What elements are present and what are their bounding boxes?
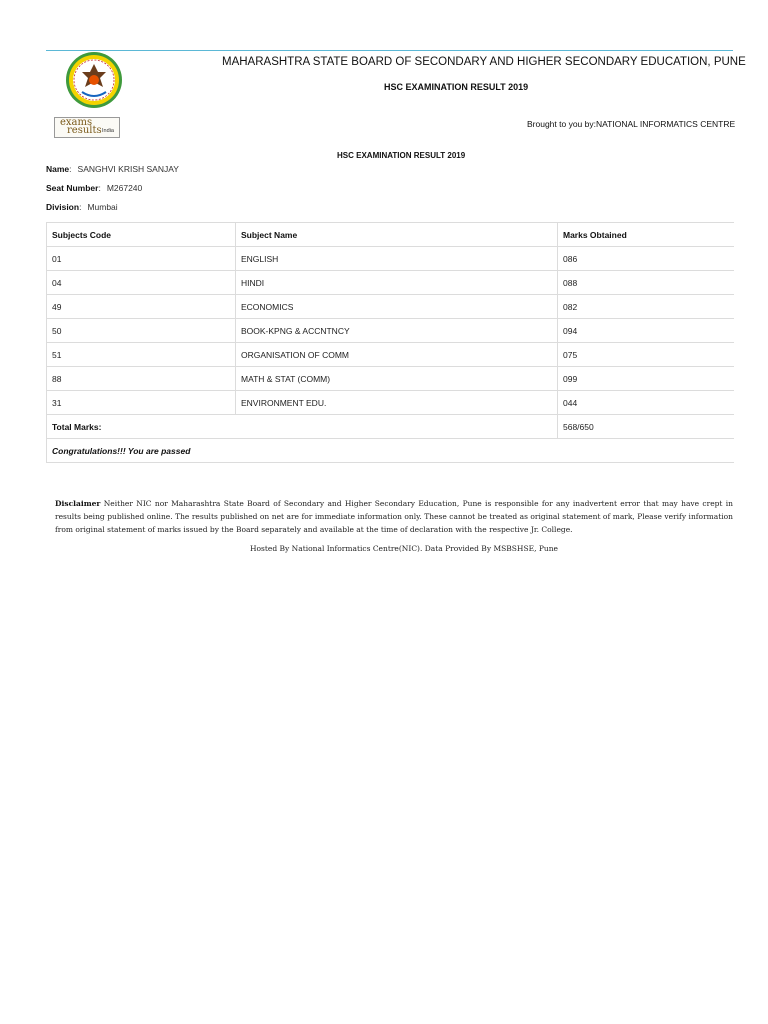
subject-name: MATH & STAT (COMM) [236, 367, 558, 391]
table-row [47, 343, 735, 367]
subject-code: 49 [47, 295, 236, 319]
header-marks: Marks Obtained [558, 223, 735, 247]
header-divider [46, 50, 733, 51]
hosted-by-text: Hosted By National Informatics Centre(NIC). Data Provided By MSBSHSE, Pune [250, 544, 558, 553]
exams-results-logo[interactable] [54, 117, 120, 138]
subject-name: ENGLISH [236, 247, 558, 271]
subject-name: ORGANISATION OF COMM [236, 343, 558, 367]
name-value: SANGHVI KRISH SANJAY [77, 164, 179, 174]
subject-name: ECONOMICS [236, 295, 558, 319]
result-subtitle: HSC EXAMINATION RESULT 2019 [337, 151, 466, 160]
table-row [47, 391, 735, 415]
disclaimer [55, 497, 733, 537]
logo-word-exams: exams [60, 117, 93, 128]
subject-name: HINDI [236, 271, 558, 295]
brought-by-text: Brought to you by:NATIONAL INFORMATICS CENTRE [527, 119, 736, 129]
marks-obtained: 088 [558, 271, 735, 295]
name-label: Name [46, 164, 70, 174]
table-row [47, 319, 735, 343]
subject-name: ENVIRONMENT EDU. [236, 391, 558, 415]
candidate-name: Name: SANGHVI KRISH SANJAY [46, 164, 179, 174]
seat-value: M267240 [106, 183, 143, 193]
marks-obtained: 099 [558, 367, 735, 391]
total-marks-label: Total Marks: [47, 415, 558, 439]
subject-code: 04 [47, 271, 236, 295]
exam-title: HSC EXAMINATION RESULT 2019 [384, 82, 529, 92]
header-subject-name: Subject Name [236, 223, 558, 247]
marks-obtained: 094 [558, 319, 735, 343]
marks-obtained: 082 [558, 295, 735, 319]
logo-word-india: India [102, 128, 114, 134]
seat-number: Seat Number: M267240 [46, 183, 143, 193]
division-label: Division [46, 202, 80, 212]
subject-code: 31 [47, 391, 236, 415]
result-row [47, 439, 735, 463]
logo-word-results: results [67, 125, 102, 136]
subject-code: 88 [47, 367, 236, 391]
disclaimer-text: Neither NIC nor Maharashtra State Board of Secondary and Higher Secondary Education, Pune is responsible for any inadvertent error that may have crept in results being published online. The results published on net are for immediate information only. These cannot be treated as original statement of mark, Please verify information from original statement of marks issued by the Board separately and available at the time of declaration with the respective Jr. College. [55, 499, 733, 534]
table-row [47, 367, 735, 391]
total-marks-value: 568/650 [558, 415, 735, 439]
marks-obtained: 075 [558, 343, 735, 367]
subject-name: BOOK-KPNG & ACCNTNCY [236, 319, 558, 343]
seat-label: Seat Number [46, 183, 99, 193]
division-value: Mumbai [87, 202, 118, 212]
subject-code: 01 [47, 247, 236, 271]
board-title: MAHARASHTRA STATE BOARD OF SECONDARY AND HIGHER SECONDARY EDUCATION, PUNE [222, 56, 746, 68]
subject-code: 50 [47, 319, 236, 343]
marks-obtained: 044 [558, 391, 735, 415]
marks-table [46, 222, 734, 463]
congratulations-message: Congratulations!!! You are passed [47, 439, 735, 463]
subject-code: 51 [47, 343, 236, 367]
board-logo [62, 50, 126, 110]
header-subject-code: Subjects Code [47, 223, 236, 247]
total-row [47, 415, 735, 439]
table-row [47, 295, 735, 319]
table-row [47, 271, 735, 295]
marks-obtained: 086 [558, 247, 735, 271]
disclaimer-label: Disclaimer [55, 499, 101, 508]
division: Division: Mumbai [46, 202, 118, 212]
table-row [47, 247, 735, 271]
table-header-row [47, 223, 735, 247]
